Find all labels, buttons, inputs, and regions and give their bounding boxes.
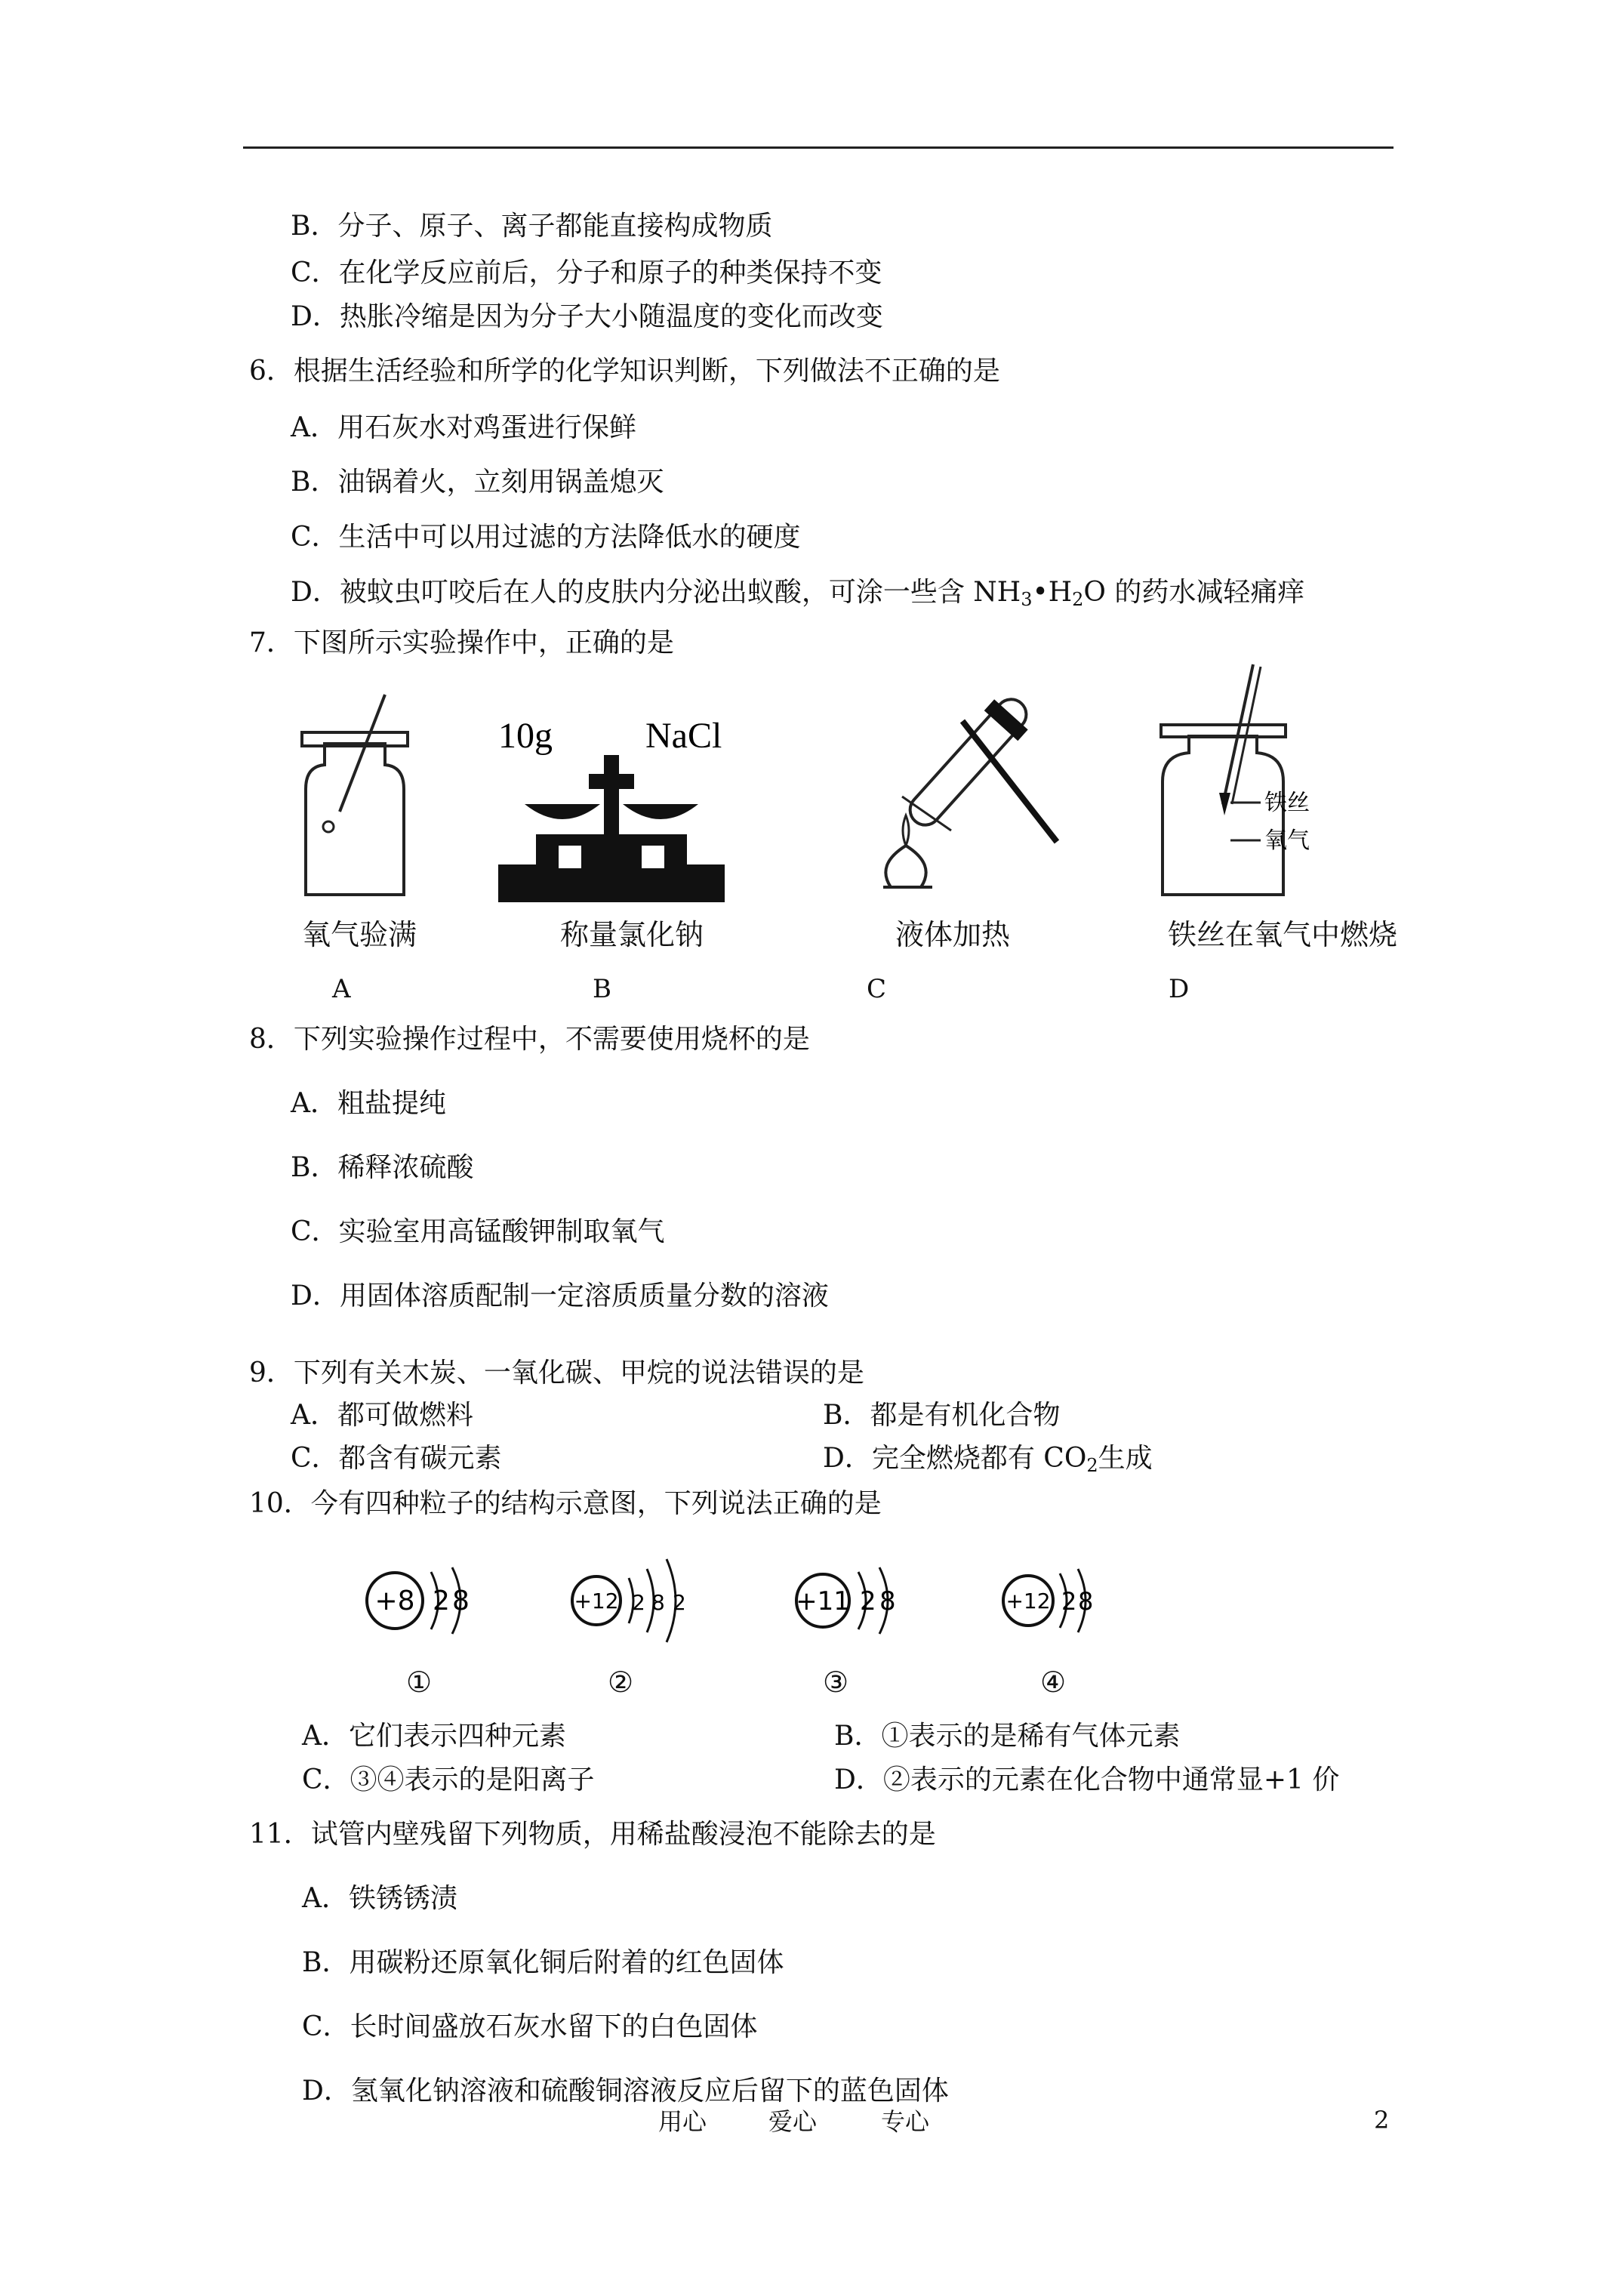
- q7-letter-c: C: [867, 974, 887, 1004]
- q8-option-b: B．稀释浓硫酸: [291, 1152, 474, 1183]
- particle-3-nucleus: +11: [796, 1586, 850, 1616]
- q9-stem: 9．下列有关木炭、一氧化碳、甲烷的说法错误的是: [249, 1358, 864, 1388]
- oxygen-label: 氧气: [1264, 827, 1310, 854]
- q8-stem: 8．下列实验操作过程中，不需要使用烧杯的是: [249, 1024, 810, 1055]
- header-rule: [243, 146, 1394, 149]
- particle-label-3: ③: [823, 1666, 849, 1699]
- q7-letter-a: A: [332, 974, 351, 1004]
- balance-label-10g: 10g: [498, 716, 553, 756]
- footer-word-1: 用心: [658, 2107, 707, 2136]
- q7-stem: 7．下图所示实验操作中，正确的是: [249, 627, 674, 658]
- particle-diagram-4: [996, 1555, 1125, 1646]
- q7-letter-d: D: [1169, 974, 1190, 1004]
- footer-word-3: 专心: [881, 2107, 930, 2136]
- particle-2-shell-1: 2: [632, 1590, 645, 1615]
- q7-caption-c: 液体加热: [895, 918, 1011, 951]
- q8-option-a: A．粗盐提纯: [291, 1088, 446, 1119]
- q11-stem: 11．试管内壁残留下列物质，用稀盐酸浸泡不能除去的是: [249, 1819, 936, 1850]
- q10-option-c: C．③④表示的是阳离子: [302, 1764, 595, 1795]
- figure-iron-wire-burning: [1147, 661, 1374, 902]
- particle-diagram-3: [789, 1555, 917, 1646]
- q5-option-d: D．热胀冷缩是因为分子大小随温度的变化而改变: [291, 301, 883, 332]
- q9-option-c: C．都含有碳元素: [291, 1443, 502, 1474]
- particle-4-shell-1: 2: [1061, 1587, 1077, 1616]
- q9-option-b: B．都是有机化合物: [823, 1400, 1061, 1431]
- figure-oxygen-test: [287, 691, 460, 910]
- particle-4-nucleus: +12: [1006, 1589, 1051, 1613]
- q11-option-c: C．长时间盛放石灰水留下的白色固体: [302, 2011, 758, 2042]
- q7-caption-d: 铁丝在氧气中燃烧: [1168, 918, 1398, 951]
- page-number: 2: [1374, 2106, 1390, 2134]
- particle-diagram-2: [562, 1540, 713, 1646]
- q7-caption-b: 称量氯化钠: [560, 918, 704, 951]
- q7-letter-b: B: [593, 974, 611, 1004]
- q6-option-b: B．油锅着火，立刻用锅盖熄灭: [291, 467, 664, 498]
- particle-2-nucleus: +12: [574, 1589, 619, 1613]
- figure-liquid-heating: [830, 683, 1079, 910]
- q10-stem: 10．今有四种粒子的结构示意图，下列说法正确的是: [249, 1488, 882, 1519]
- q11-option-d: D．氢氧化钠溶液和硫酸铜溶液反应后留下的蓝色固体: [302, 2076, 949, 2106]
- q6-option-a: A．用石灰水对鸡蛋进行保鲜: [291, 412, 636, 443]
- balance-label-nacl: NaCl: [645, 716, 722, 756]
- q10-option-d: D．②表示的元素在化合物中通常显+1 价: [834, 1764, 1340, 1795]
- particle-4-shell-2: 8: [1078, 1587, 1094, 1616]
- particle-2-shell-2: 8: [651, 1590, 665, 1615]
- q9-option-d: D．完全燃烧都有 $CO_2$生成: [823, 1443, 1153, 1476]
- particle-1-shell-1: 2: [433, 1586, 450, 1616]
- q6-option-c: C．生活中可以用过滤的方法降低水的硬度: [291, 522, 801, 553]
- particle-3-shell-1: 2: [860, 1586, 876, 1616]
- figure-balance: [491, 702, 732, 906]
- particle-2-shell-3: 2: [673, 1590, 686, 1615]
- particle-diagram-1: [359, 1555, 487, 1646]
- particle-label-4: ④: [1040, 1666, 1067, 1699]
- particle-label-1: ①: [406, 1666, 433, 1699]
- q11-option-b: B．用碳粉还原氧化铜后附着的红色固体: [302, 1947, 784, 1978]
- particle-1-shell-2: 8: [452, 1586, 470, 1616]
- q9-option-a: A．都可做燃料: [291, 1400, 473, 1431]
- particle-label-2: ②: [608, 1666, 634, 1699]
- q6-option-d: D．被蚊虫叮咬后在人的皮肤内分泌出蚁酸，可涂一些含 $NH_3•H_2O$ 的药水减轻痛痒: [291, 577, 1305, 610]
- q6-stem: 6．根据生活经验和所学的化学知识判断，下列做法不正确的是: [249, 356, 1000, 387]
- particle-3-shell-2: 8: [879, 1586, 896, 1616]
- footer-word-2: 爱心: [768, 2107, 818, 2136]
- particle-1-nucleus: +8: [374, 1586, 415, 1616]
- q10-option-b: B．①表示的是稀有气体元素: [834, 1721, 1181, 1752]
- iron-wire-label: 铁丝: [1264, 790, 1310, 816]
- q5-option-b: B．分子、原子、离子都能直接构成物质: [291, 211, 773, 242]
- q10-option-a: A．它们表示四种元素: [302, 1721, 566, 1752]
- q7-caption-a: 氧气验满: [302, 918, 417, 951]
- q5-option-c: C．在化学反应前后，分子和原子的种类保持不变: [291, 257, 882, 288]
- q8-option-d: D．用固体溶质配制一定溶质质量分数的溶液: [291, 1281, 829, 1311]
- q8-option-c: C．实验室用高锰酸钾制取氧气: [291, 1216, 665, 1247]
- q11-option-a: A．铁锈锈渍: [302, 1883, 457, 1914]
